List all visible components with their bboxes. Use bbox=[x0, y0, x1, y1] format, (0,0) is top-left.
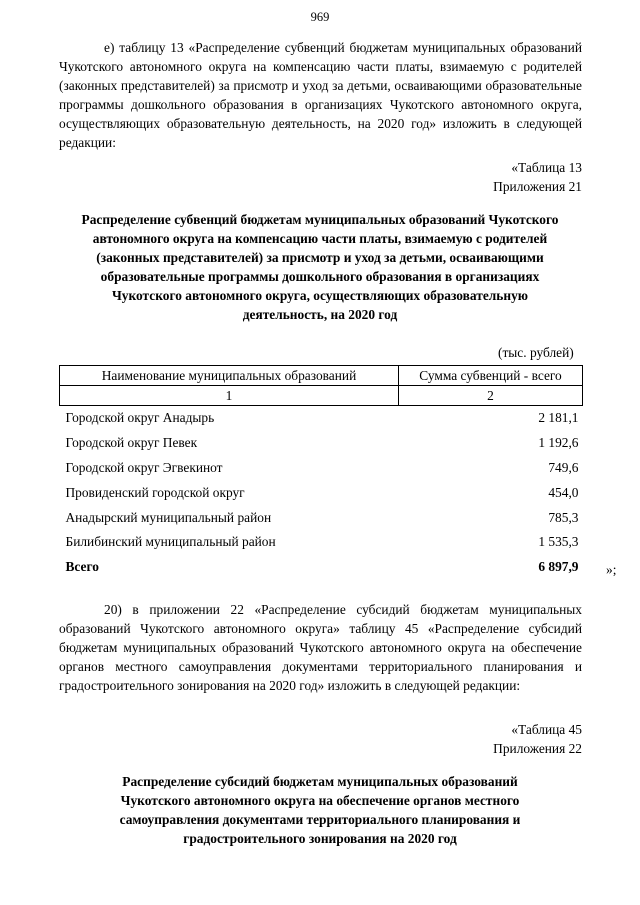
column-number-1: 1 bbox=[60, 386, 399, 406]
row-name: Билибинский муниципальный район bbox=[65, 534, 276, 550]
table-column-numbers bbox=[60, 386, 583, 406]
table-13-label: «Таблица 13 bbox=[511, 160, 582, 175]
page-number: 969 bbox=[310, 10, 330, 24]
table-total-row bbox=[60, 555, 583, 580]
table-row bbox=[60, 530, 583, 555]
table-row bbox=[60, 431, 583, 456]
total-value: 6 897,9 bbox=[538, 559, 579, 575]
column-number-2: 2 bbox=[399, 386, 583, 406]
row-name: Городской округ Эгвекинот bbox=[65, 459, 223, 475]
paragraph-e bbox=[59, 38, 582, 152]
table-13-title: Распределение субвенций бюджетам муниципальных образований Чукотского автономного округа на компенсацию части платы, взимаемую с родителей (законных представителей) за присмотр и уход за детьми, осваивающими образовательные программы дошкольного образования в организациях Чукотского автономного округа, осуществляющих образовательную деятельность, на 2020 год bbox=[81, 212, 559, 322]
row-value: 1 192,6 bbox=[538, 435, 579, 451]
closing-quote-mark: »; bbox=[606, 562, 617, 577]
total-label: Всего bbox=[65, 559, 99, 575]
row-name: Городской округ Анадырь bbox=[65, 410, 215, 426]
subventions-table bbox=[59, 365, 583, 580]
row-value: 2 181,1 bbox=[538, 410, 579, 426]
row-name: Анадырский муниципальный район bbox=[65, 509, 272, 525]
table-45-title: Распределение субсидий бюджетам муниципальных образований Чукотского автономного округа на обеспечение органов местного самоуправления документами территориального планирования и градостроительного зонирования на 2020 год bbox=[119, 774, 521, 846]
table-45-label: «Таблица 45 bbox=[511, 722, 582, 737]
row-value: 785,3 bbox=[548, 509, 579, 525]
header-municipality: Наименование муниципальных образований bbox=[60, 366, 399, 386]
row-value: 1 535,3 bbox=[538, 534, 579, 550]
appendix-22-label: Приложения 22 bbox=[493, 741, 582, 756]
table-row bbox=[60, 406, 583, 431]
header-sum: Сумма субвенций - всего bbox=[399, 366, 583, 386]
table-row bbox=[60, 480, 583, 505]
units-label: (тыс. рублей) bbox=[498, 345, 574, 360]
row-value: 749,6 bbox=[548, 459, 579, 475]
row-name: Провиденский городской округ bbox=[65, 484, 245, 500]
row-name: Городской округ Певек bbox=[65, 435, 198, 451]
table-row bbox=[60, 456, 583, 481]
appendix-21-label: Приложения 21 bbox=[493, 179, 582, 194]
table-header-row bbox=[60, 366, 583, 386]
row-value: 454,0 bbox=[548, 484, 579, 500]
table-row bbox=[60, 505, 583, 530]
table-13-reference bbox=[493, 158, 582, 196]
table-45-reference bbox=[493, 720, 582, 758]
paragraph-e-text: е) таблицу 13 «Распределение субвенций бюджетам муниципальных образований Чукотского автономного округа на компенсацию части платы, взимаемую с родителей (законных представителей) за присмотр и уход за детьми, осваивающими образовательные программы дошкольного образования в организациях Чукотского автономного округа, осуществляющих образовательную деятельность, на 2020 год» изложить в следующей редакции: bbox=[59, 40, 582, 150]
paragraph-20-text: 20) в приложении 22 «Распределение субсидий бюджетам муниципальных образований Чукотского автономного округа» таблицу 45 «Распределение субсидий бюджетам муниципальных образований Чукотского автономного округа на обеспечение органов местного самоуправления документами территориального планирования и градостроительного зонирования на 2020 год» изложить в следующей редакции: bbox=[59, 602, 582, 693]
paragraph-20 bbox=[59, 600, 582, 695]
